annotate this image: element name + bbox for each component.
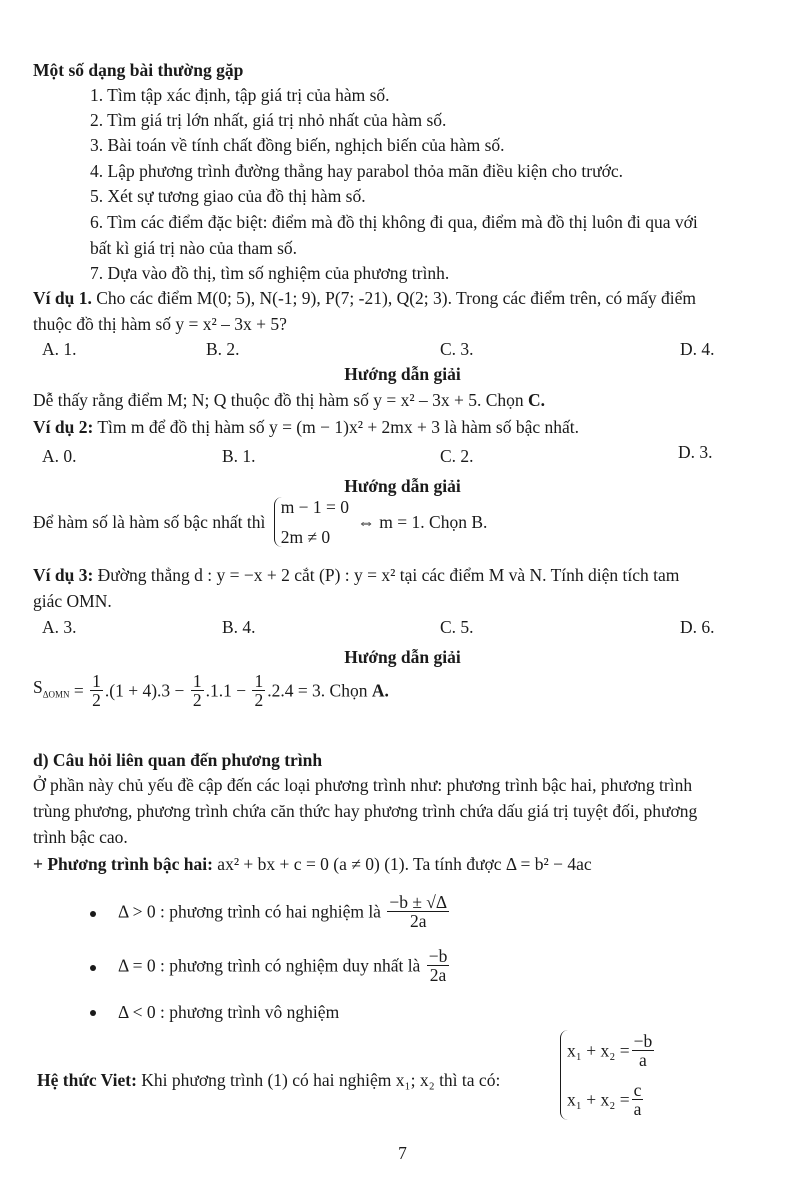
option-b: B. 2. — [206, 339, 240, 359]
fraction: $\frac{1}{2}$ — [92, 671, 101, 710]
example-1-question — [33, 287, 696, 309]
example-text: Cho các điểm M(0; 5), N(-1; 9), P(7; -21), Q(2; 3). Trong các điểm trên, có mấy điểm — [91, 288, 696, 308]
term: .1.1 − — [205, 680, 247, 701]
list-item: 4. Lập phương trình đường thẳng hay parabol thỏa mãn điều kiện cho trước. — [90, 161, 623, 181]
equals: = — [73, 680, 84, 701]
example-text: Đường thẳng d : y = −x + 2 cắt (P) : y = x² tại các điểm M và N. Tính diện tích tam — [93, 565, 680, 585]
solution-text: Dễ thấy rằng điểm M; N; Q thuộc đồ thị hàm số y = x² – 3x + 5. Chọn — [33, 390, 529, 410]
section-d-title: d) Câu hỏi liên quan đến phương trình — [33, 750, 323, 770]
option-c: C. 3. — [440, 339, 474, 359]
example-3-question-cont: giác OMN. — [33, 591, 112, 611]
option-b: B. 1. — [222, 446, 256, 466]
viet-text: Khi phương trình (1) có hai nghiệm x₁; x₂ thì ta có: — [136, 1070, 501, 1090]
example-2-solution — [33, 497, 487, 547]
solution-heading: Hướng dẫn giải — [344, 647, 461, 667]
viet-system — [556, 1030, 660, 1120]
viet-label: Hệ thức Viet: — [37, 1070, 137, 1090]
system-line: m − 1 = 0 — [280, 497, 350, 517]
option-a: A. 1. — [42, 339, 77, 359]
equation-system — [274, 497, 349, 547]
example-2-question — [33, 416, 579, 438]
option-a: A. 0. — [42, 446, 77, 466]
bullet-item: Δ = 0 : phương trình có nghiệm duy nhất là $\frac{-b}{2a}$ — [118, 946, 448, 985]
bullet-icon — [90, 911, 96, 917]
option-d: D. 6. — [680, 617, 715, 637]
list-item: 6. Tìm các điểm đặc biệt: điểm mà đồ thị không đi qua, điểm mà đồ thị luôn đi qua với — [90, 212, 698, 232]
equation-system: x₁ + x₂ = $\frac{-b}{a}$ x₁ + x₂ = $\frac{c}{a}$ — [560, 1030, 656, 1120]
example-label: Ví dụ 1. — [33, 288, 92, 308]
bullet-item: Δ < 0 : phương trình vô nghiệm — [118, 1002, 340, 1022]
solution-heading: Hướng dẫn giải — [344, 364, 461, 384]
section-title: Một số dạng bài thường gặp — [33, 60, 244, 80]
paragraph-line: Ở phần này chủ yếu đề cập đến các loại phương trình như: phương trình bậc hai, phương trình — [33, 775, 693, 795]
bullet-icon — [90, 965, 96, 971]
paragraph-line: trùng phương, phương trình chứa căn thức hay phương trình chứa dấu giá trị tuyệt đối, phương — [33, 801, 698, 821]
fraction: $\frac{1}{2}$ — [192, 671, 202, 710]
list-item: 3. Bài toán về tính chất đồng biến, nghịch biến của hàm số. — [90, 135, 505, 155]
quadratic-line — [33, 853, 592, 875]
example-label: Ví dụ 3: — [33, 565, 94, 585]
list-item: bất kì giá trị nào của tham số. — [90, 238, 298, 258]
fraction: $\frac{-b \pm √\Delta}{2a}$ — [389, 892, 448, 931]
bullet-item: Δ > 0 : phương trình có hai nghiệm là $\frac{-b \pm √\Delta}{2a}$ — [118, 892, 448, 931]
area-symbol: $S_{\Delta OMN}$ — [33, 676, 70, 700]
fraction: $\frac{1}{2}$ — [254, 671, 264, 710]
page-number: 7 — [398, 1143, 407, 1163]
option-a: A. 3. — [42, 617, 77, 637]
system-line: 2m ≠ 0 — [280, 527, 331, 547]
term: .(1 + 4).3 − — [104, 680, 185, 701]
answer: C. — [528, 390, 546, 410]
example-text: Tìm m để đồ thị hàm số y = (m − 1)x² + 2mx + 3 là hàm số bậc nhất. — [93, 417, 580, 437]
solution-heading: Hướng dẫn giải — [344, 476, 461, 496]
option-c: C. 5. — [440, 617, 474, 637]
option-d: D. 3. — [678, 442, 713, 462]
viet-line — [37, 1069, 500, 1091]
term: .2.4 = 3. Chọn — [267, 680, 372, 701]
quadratic-label: + Phương trình bậc hai: — [33, 854, 213, 874]
option-b: B. 4. — [222, 617, 256, 637]
list-item: 7. Dựa vào đồ thị, tìm số nghiệm của phương trình. — [90, 263, 450, 283]
quadratic-equation: ax² + bx + c = 0 (a ≠ 0) (1). Ta tính được Δ = b² − 4ac — [212, 854, 592, 874]
solution-text: ⇔ m = 1. Chọn B. — [357, 512, 488, 532]
example-3-question — [33, 564, 679, 586]
fraction: $\frac{-b}{2a}$ — [428, 946, 448, 985]
list-item: 5. Xét sự tương giao của đồ thị hàm số. — [90, 186, 366, 206]
example-label: Ví dụ 2: — [33, 417, 94, 437]
option-c: C. 2. — [440, 446, 474, 466]
paragraph-line: trình bậc cao. — [33, 827, 128, 847]
example-1-question-cont: thuộc đồ thị hàm số y = x² – 3x + 5? — [33, 314, 287, 334]
list-item: 1. Tìm tập xác định, tập giá trị của hàm số. — [90, 85, 390, 105]
solution-text: Để hàm số là hàm số bậc nhất thì — [33, 512, 266, 532]
answer: A. — [371, 680, 389, 701]
example-3-solution — [33, 672, 389, 709]
bullet-icon — [90, 1010, 96, 1016]
list-item: 2. Tìm giá trị lớn nhất, giá trị nhỏ nhất của hàm số. — [90, 110, 447, 130]
example-1-solution — [33, 389, 545, 411]
option-d: D. 4. — [680, 339, 715, 359]
